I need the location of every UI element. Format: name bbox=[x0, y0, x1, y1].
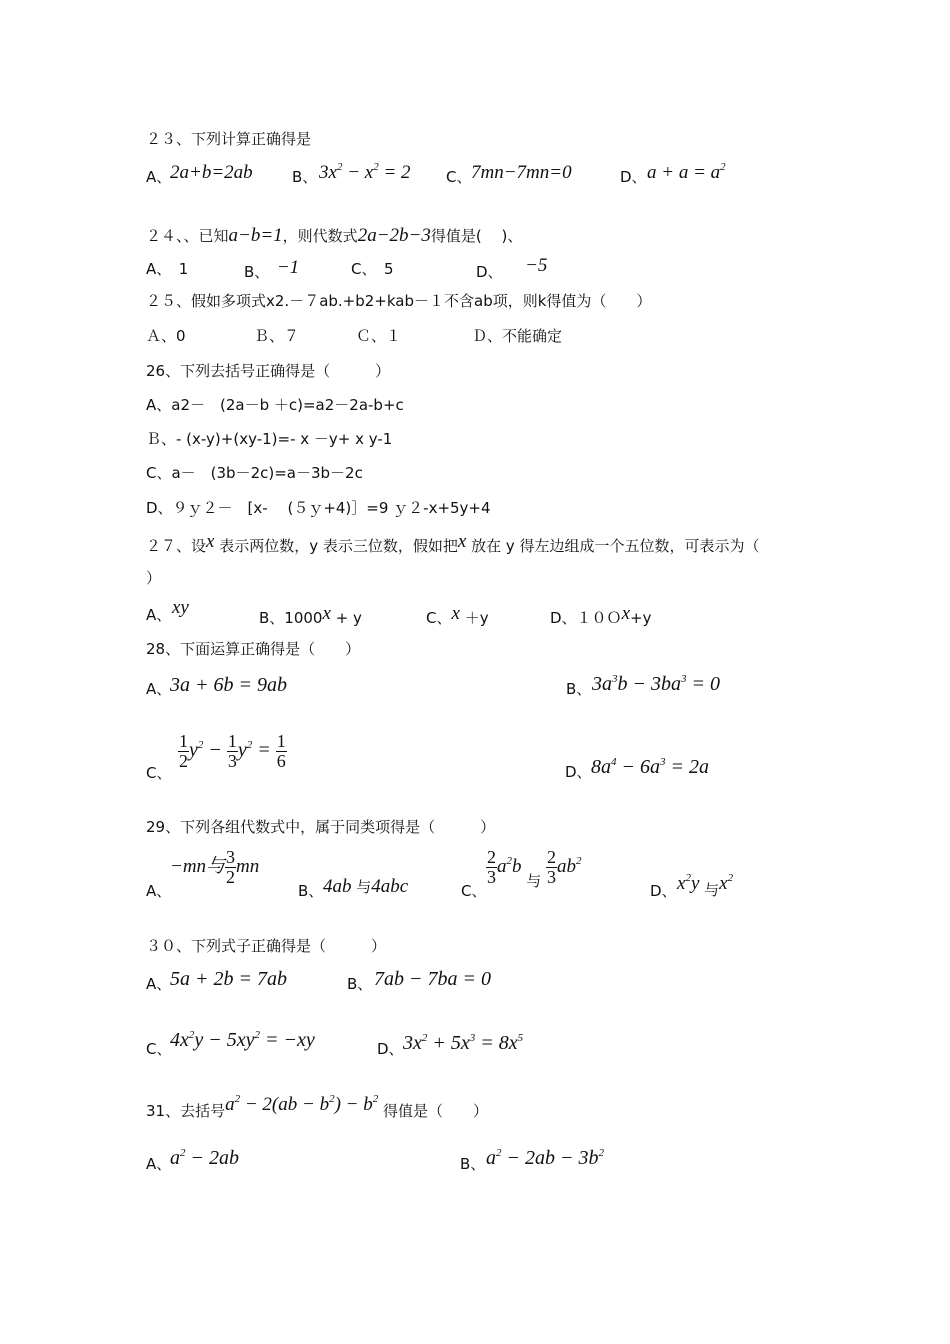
q26-option-d: D、９ｙ２－ [x- (５ｙ+4)］=9 ｙ２-x+5y+4 bbox=[146, 499, 491, 517]
q31-expression: $a^2 - 2(ab - b^2) - b^2$ bbox=[225, 1093, 379, 1115]
q23-option-c-expr: 7mn−7mn=0 bbox=[471, 162, 572, 183]
q29-stem: 29、下列各组代数式中，属于同类项得是（ ） bbox=[146, 818, 496, 836]
q25-option-a: Ａ、0 bbox=[146, 327, 186, 345]
q28-c-fraction-3: $\frac{1}{6}$ bbox=[276, 731, 286, 771]
q23-option-a-expr: 2a+b=2ab bbox=[170, 162, 253, 183]
q28-option-b-label: B、 bbox=[566, 680, 592, 698]
q31-option-b-label: B、 bbox=[460, 1155, 486, 1173]
q30-option-c-expr: $4x^2y - 5xy^2 = -xy$ bbox=[170, 1029, 315, 1051]
q27-option-a-expr: xy bbox=[172, 597, 189, 618]
q26-option-b: Ｂ、- (x-y)+(xy-1)=- x －y+ x y-1 bbox=[146, 430, 393, 448]
q23-option-d-expr: $a + a = a^2$ bbox=[647, 161, 726, 183]
q27-option-c: C、x ＋y bbox=[426, 603, 489, 627]
q23-option-b-expr: $3x^2 - x^2 = 2$ bbox=[319, 161, 411, 183]
q24-option-a: A、 1 bbox=[146, 260, 189, 278]
q27-option-a-label: A、 bbox=[146, 606, 172, 624]
q24-option-d: D、 −5 bbox=[476, 255, 548, 281]
q29-option-b-label: B、 bbox=[298, 882, 324, 900]
q29-a-fraction: $\frac{3}{2}$ bbox=[226, 847, 236, 887]
q27-stem-end: ） bbox=[146, 569, 162, 587]
q30-option-b-expr: 7ab − 7ba = 0 bbox=[374, 968, 491, 990]
q28-option-c-expr: $\frac{1}{2}$ $y^2$ − $\frac{1}{3}$ $y^2$ = $\frac{1}{6}$ bbox=[179, 731, 286, 771]
q26-stem: 26、下列去括号正确得是（ ） bbox=[146, 362, 391, 380]
q29-option-c-expr: $\frac{2}{3}$ $a^2b$ $_与$ $\frac{2}{3}$ $ab^2$ bbox=[487, 847, 582, 890]
q24-option-b: B、 −1 bbox=[244, 257, 300, 281]
q30-option-a-expr: 5a + 2b = 7ab bbox=[170, 968, 287, 990]
q27-stem: ２７、设x 表示两位数，y 表示三位数，假如把x 放在 y 得左边组成一个五位数，可表示为（ bbox=[146, 531, 760, 555]
q26-option-a: A、a2－ (2a－b ＋c)=a2－2a-b+c bbox=[146, 396, 404, 414]
q24-stem: ２４、、已知a−b=1，则代数式2a−2b−3得值是( )、 bbox=[146, 225, 523, 246]
q29-option-a-label: A、 bbox=[146, 882, 172, 900]
q23-option-d-label: D、 bbox=[620, 168, 647, 186]
q30-stem: ３０、下列式子正确得是（ ） bbox=[146, 937, 387, 955]
q28-option-a-label: A、 bbox=[146, 680, 172, 698]
q25-option-b: Ｂ、７ bbox=[254, 327, 300, 345]
q23-stem: ２３、下列计算正确得是 bbox=[146, 130, 312, 148]
q31-option-a-expr: $a^2 - 2ab$ bbox=[170, 1147, 239, 1169]
q28-option-a-expr: 3a + 6b = 9ab bbox=[170, 674, 287, 696]
q29-option-d-expr: $x^2y$ 与$x^2$ bbox=[677, 872, 734, 899]
q30-option-d-label: D、 bbox=[377, 1040, 404, 1058]
q25-option-d: Ｄ、不能确定 bbox=[472, 327, 563, 345]
q28-c-fraction-2: $\frac{1}{3}$ bbox=[227, 731, 237, 771]
q28-option-d-label: D、 bbox=[565, 763, 592, 781]
q29-option-c-label: C、 bbox=[461, 882, 487, 900]
q29-c-fraction-2: $\frac{2}{3}$ bbox=[547, 847, 557, 887]
q27-option-d: D、１０Ｏx+y bbox=[550, 603, 652, 627]
q29-option-d-label: D、 bbox=[650, 882, 677, 900]
q26-option-c: C、a－ (3b－2c)=a－3b－2c bbox=[146, 464, 363, 482]
q25-stem: ２５、假如多项式x2.－７ab.+b2+kab－１不含ab项，则k得值为（ ） bbox=[146, 292, 652, 310]
q30-option-a-label: A、 bbox=[146, 975, 172, 993]
q31-option-a-label: A、 bbox=[146, 1155, 172, 1173]
q28-stem: 28、下面运算正确得是（ ） bbox=[146, 640, 361, 658]
q27-option-b: B、1000x + y bbox=[259, 603, 362, 627]
q28-c-fraction-1: $\frac{1}{2}$ bbox=[179, 731, 188, 771]
q29-option-b-expr: 4ab 与4abc bbox=[323, 876, 409, 897]
q29-c-fraction-1: $\frac{2}{3}$ bbox=[487, 847, 496, 887]
q28-option-d-expr: $8a^4 - 6a^3 = 2a$ bbox=[591, 756, 709, 778]
q31-stem: 31、去括号$a^2 - 2(ab - b^2) - b^2$ 得值是（ ） bbox=[146, 1093, 489, 1120]
q23-option-c-label: C、 bbox=[446, 168, 472, 186]
q24-condition: a−b=1 bbox=[228, 225, 283, 246]
q25-option-c: Ｃ、１ bbox=[356, 327, 402, 345]
q28-option-b-expr: $3a^3b - 3ba^3 = 0$ bbox=[592, 673, 720, 695]
q24-option-c: C、 5 bbox=[351, 260, 394, 278]
q30-option-d-expr: $3x^2 + 5x^3 = 8x^5$ bbox=[403, 1032, 524, 1054]
q29-option-a-expr: −mn与 $\frac{3}{2}$ mn bbox=[170, 847, 260, 887]
q28-option-c-label: C、 bbox=[146, 764, 172, 782]
q30-option-b-label: B、 bbox=[347, 975, 373, 993]
q24-expression: 2a−2b−3 bbox=[357, 225, 431, 246]
q30-option-c-label: C、 bbox=[146, 1040, 172, 1058]
q23-option-a-label: A、 bbox=[146, 168, 172, 186]
q23-option-b-label: B、 bbox=[292, 168, 318, 186]
q31-option-b-expr: $a^2 - 2ab - 3b^2$ bbox=[486, 1147, 604, 1169]
